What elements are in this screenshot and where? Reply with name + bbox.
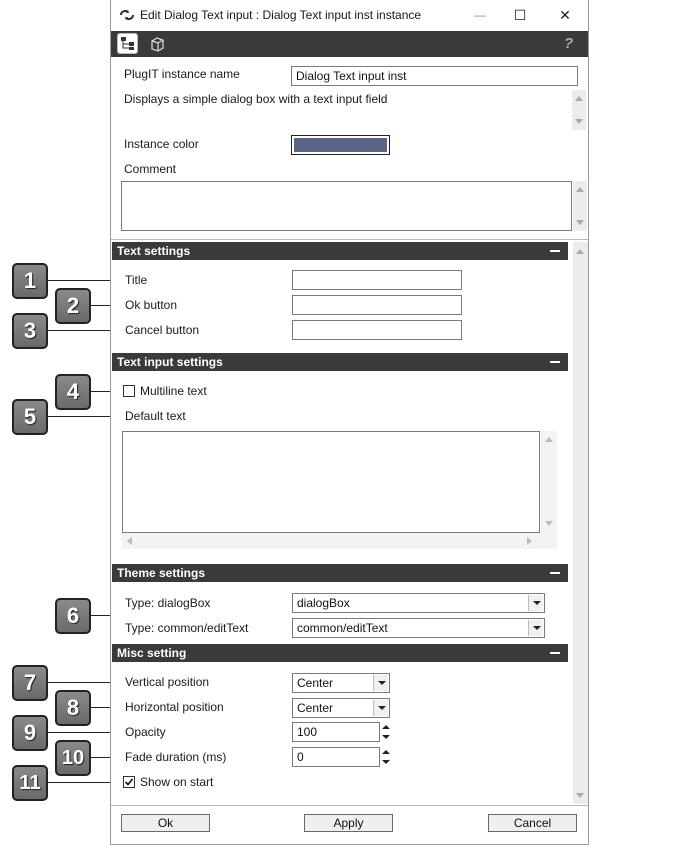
- horizontal-position-select[interactable]: [292, 698, 390, 718]
- theme-settings-title: Theme settings: [117, 566, 206, 580]
- show-on-start-checkbox[interactable]: [123, 776, 135, 788]
- text-settings-title: Text settings: [117, 244, 191, 258]
- edittext-type-select[interactable]: [292, 618, 545, 638]
- settings-scrollbar[interactable]: [573, 242, 588, 804]
- opacity-input[interactable]: [292, 722, 380, 742]
- collapse-icon[interactable]: [550, 361, 560, 363]
- default-text-textarea[interactable]: [122, 431, 540, 533]
- callout-1: 1: [12, 263, 48, 299]
- chevron-down-icon[interactable]: [528, 620, 543, 636]
- divider: [111, 239, 588, 240]
- callout-4: 4: [55, 374, 91, 410]
- cancel-button[interactable]: Cancel: [488, 814, 577, 832]
- maximize-button[interactable]: ☐: [513, 7, 527, 23]
- opacity-stepper[interactable]: [381, 723, 391, 741]
- ok-button-label: Ok button: [125, 298, 178, 312]
- chevron-down-icon[interactable]: [373, 700, 388, 716]
- dialogbox-type-value: dialogBox: [297, 596, 350, 610]
- multiline-checkbox[interactable]: [123, 385, 135, 397]
- callout-5: 5: [12, 399, 48, 435]
- callout-11: 11: [12, 765, 48, 801]
- chevron-down-icon[interactable]: [373, 675, 388, 691]
- callout-3: 3: [12, 313, 48, 349]
- cube-icon[interactable]: [147, 33, 168, 54]
- comment-label: Comment: [124, 162, 177, 176]
- horizontal-position-value: Center: [297, 701, 334, 715]
- default-text-vscroll[interactable]: [541, 431, 557, 533]
- callout-2: 2: [55, 288, 91, 324]
- fade-duration-label: Fade duration (ms): [125, 750, 227, 764]
- comment-scrollbar[interactable]: [573, 181, 587, 231]
- description-text: Displays a simple dialog box with a text input field: [124, 92, 388, 106]
- footer-divider: [111, 805, 588, 806]
- chevron-down-icon[interactable]: [528, 595, 543, 611]
- misc-settings-title: Misc setting: [117, 646, 187, 660]
- hierarchy-icon[interactable]: [117, 33, 138, 54]
- cancel-button-input[interactable]: [292, 320, 462, 340]
- callout-8: 8: [55, 690, 91, 726]
- misc-settings-header[interactable]: [112, 644, 568, 662]
- help-icon[interactable]: ?: [564, 35, 574, 52]
- description-scrollbar[interactable]: [572, 90, 586, 130]
- theme-settings-header[interactable]: [112, 564, 568, 582]
- title-label: Title: [125, 273, 148, 287]
- collapse-icon[interactable]: [550, 652, 560, 654]
- multiline-label: Multiline text: [140, 384, 207, 398]
- fade-duration-input[interactable]: [292, 747, 380, 767]
- collapse-icon[interactable]: [550, 572, 560, 574]
- ok-button-input[interactable]: [292, 295, 462, 315]
- fade-duration-stepper[interactable]: [381, 748, 391, 766]
- app-icon: [119, 8, 135, 22]
- title-input[interactable]: [292, 270, 462, 290]
- collapse-icon[interactable]: [550, 250, 560, 252]
- edit-dialog-window: [110, 0, 589, 845]
- edittext-type-value: common/editText: [297, 621, 388, 635]
- apply-button[interactable]: Apply: [304, 814, 393, 832]
- opacity-label: Opacity: [125, 725, 166, 739]
- instance-name-label: PlugIT instance name: [124, 67, 240, 81]
- vertical-position-select[interactable]: [292, 673, 390, 693]
- instance-name-input[interactable]: [291, 66, 578, 86]
- minimize-button[interactable]: —: [474, 8, 486, 22]
- cancel-button-label: Cancel button: [125, 323, 200, 337]
- close-button[interactable]: ✕: [559, 7, 571, 23]
- text-input-settings-title: Text input settings: [117, 355, 223, 369]
- vertical-position-value: Center: [297, 676, 334, 690]
- title-bar[interactable]: [111, 0, 588, 31]
- comment-textarea[interactable]: [121, 181, 572, 231]
- callout-10: 10: [55, 740, 91, 776]
- edittext-type-label: Type: common/editText: [125, 621, 249, 635]
- text-input-settings-header[interactable]: [112, 353, 568, 371]
- dialogbox-type-label: Type: dialogBox: [125, 596, 211, 610]
- ok-button[interactable]: Ok: [121, 814, 210, 832]
- toolbar: [111, 31, 588, 57]
- show-on-start-label: Show on start: [140, 775, 214, 789]
- instance-color-swatch[interactable]: [291, 135, 390, 155]
- callout-6: 6: [55, 598, 91, 634]
- dialogbox-type-select[interactable]: [292, 593, 545, 613]
- horizontal-position-label: Horizontal position: [125, 700, 224, 714]
- default-text-label: Default text: [125, 409, 186, 423]
- callout-7: 7: [12, 665, 48, 701]
- default-text-hscroll[interactable]: [122, 533, 557, 549]
- text-settings-header[interactable]: [112, 242, 568, 260]
- window-title: Edit Dialog Text input : Dialog Text input inst instance: [140, 8, 422, 22]
- callout-9: 9: [12, 715, 48, 751]
- instance-color-label: Instance color: [124, 137, 199, 151]
- vertical-position-label: Vertical position: [125, 675, 210, 689]
